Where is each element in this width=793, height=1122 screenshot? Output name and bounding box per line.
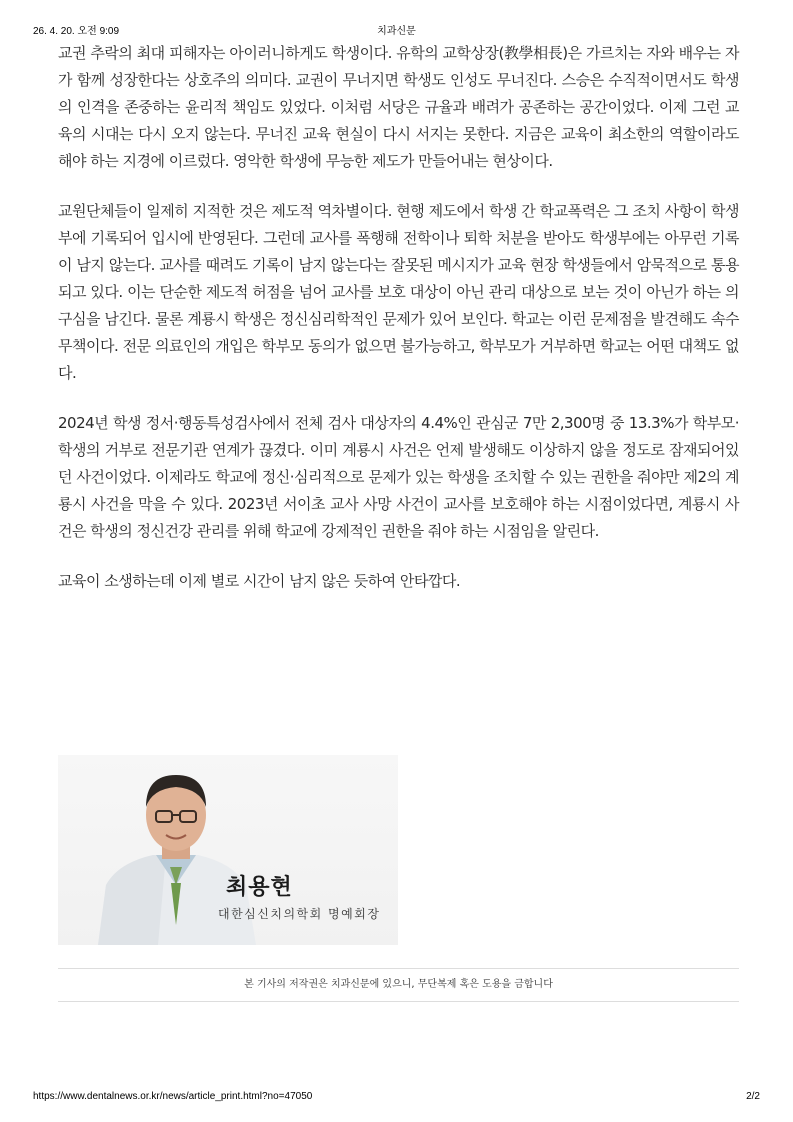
page-number: 2/2 bbox=[746, 1091, 760, 1102]
article-paragraph: 2024년 학생 정서·행동특성검사에서 전체 검사 대상자의 4.4%인 관심군 7만 2,300명 중 13.3%가 학부모·학생의 거부로 전문기관 연계가 끊겼다. 이미 계룡시 사건은 언제 발생해도 이상하지 않을 정도로 잠재되어있던 사건이었다. 이제라도 학교에 정신·심리적으로 문제가 있는 학생을 조치할 수 있는 권한을 줘야만 제2의 계룡시 사건을 막을 수 있다. 2023년 서이초 교사 사망 사건이 교사를 보호해야 하는 시점이었다면, 계룡시 사건은 학생의 정신건강 관리를 위해 학교에 강제적인 권한을 줘야 하는 시점임을 알린다. bbox=[58, 414, 739, 540]
copyright-notice: 본 기사의 저작권은 치과신문에 있으니, 무단복제 혹은 도용을 금합니다 bbox=[58, 968, 739, 1002]
page-url: https://www.dentalnews.or.kr/news/article_print.html?no=47050 bbox=[33, 1091, 313, 1102]
site-title: 치과신문 bbox=[377, 26, 416, 37]
print-footer bbox=[33, 1091, 760, 1105]
article-paragraph: 교육이 소생하는데 이제 별로 시간이 남지 않은 듯하여 안타깝다. bbox=[58, 572, 461, 590]
article-body bbox=[58, 40, 739, 618]
author-profile-image bbox=[58, 755, 398, 945]
author-title: 대한심신치의학회 명예회장 bbox=[218, 907, 381, 921]
article-paragraph: 교권 추락의 최대 피해자는 아이러니하게도 학생이다. 유학의 교학상장(教學相長)은 가르치는 자와 배우는 자가 함께 성장한다는 상호주의 의미다. 교권이 무너지면 학생도 인성도 무너진다. 스승은 수직적이면서도 학생의 인격을 존중하는 윤리적 책임도 있었다. 이처럼 서당은 규율과 배려가 공존하는 공간이었다. 이제 그런 교육의 시대는 다시 오지 않는다. 무너진 교육 현실이 다시 서지는 못한다. 지금은 교육이 최소한의 역할이라도 해야 하는 지경에 이르렀다. 영악한 학생에 무능한 제도가 만들어내는 현상이다. bbox=[58, 44, 739, 170]
print-header bbox=[33, 22, 760, 36]
article-paragraph: 교원단체들이 일제히 지적한 것은 제도적 역차별이다. 현행 제도에서 학생 간 학교폭력은 그 조치 사항이 학생부에 기록되어 입시에 반영된다. 그런데 교사를 폭행해 전학이나 퇴학 처분을 받아도 학생부에는 아무런 기록이 남지 않는다. 교사를 때려도 기록이 남지 않는다는 잘못된 메시지가 교육 현장 학생들에서 암묵적으로 통용되고 있다. 이는 단순한 제도적 허점을 넘어 교사를 보호 대상이 아닌 관리 대상으로 보는 것이 아닌가 하는 의구심을 남긴다. 물론 계룡시 학생은 정신심리학적인 문제가 있어 보인다. 학교는 이런 문제점을 발견해도 속수무책이다. 전문 의료인의 개입은 학부모 동의가 없으면 불가능하고, 학부모가 거부하면 학교는 어떤 대책도 없다. bbox=[58, 202, 739, 382]
author-name: 최용현 bbox=[226, 875, 293, 900]
print-date: 26. 4. 20. 오전 9:09 bbox=[33, 26, 120, 37]
